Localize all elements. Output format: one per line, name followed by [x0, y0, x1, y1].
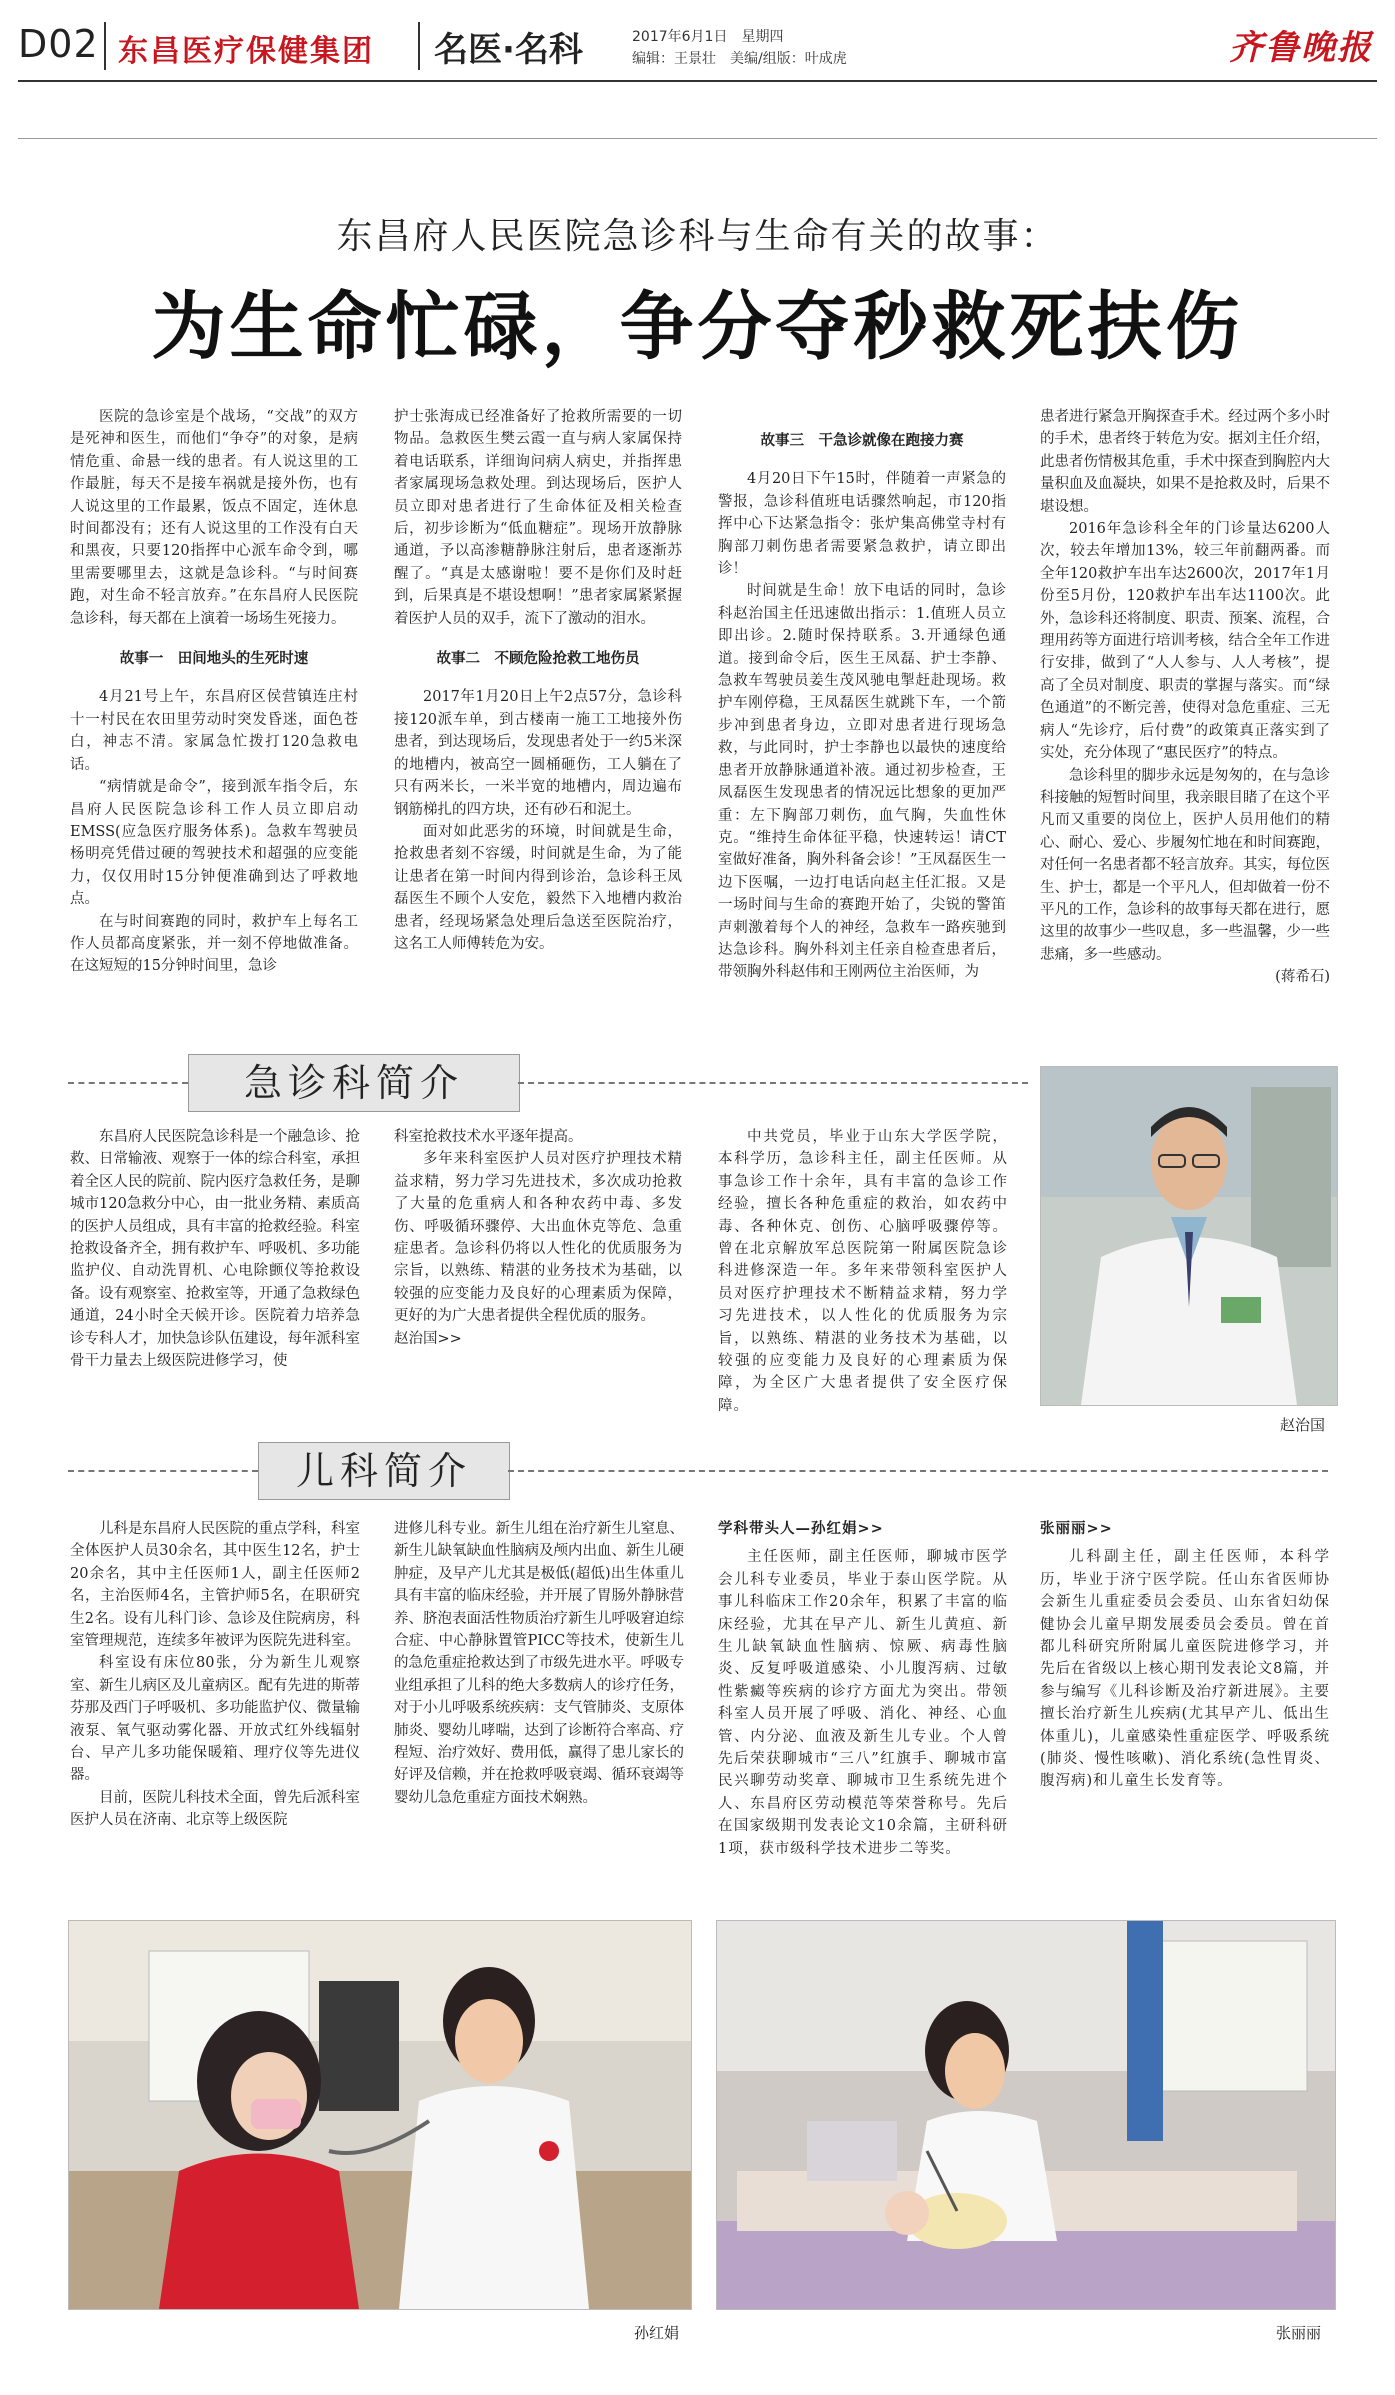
emergency-intro-column-2 — [394, 1126, 682, 1350]
pediatrician-1-caption: 孙红娟 — [634, 2324, 680, 2342]
article-paragraph: 在与时间赛跑的同时，救护车上每名工作人员都高度紧张，并一刻不停地做准备。在这短短的15分钟时间里，急诊 — [70, 913, 358, 975]
article-paragraph: 急诊科里的脚步永远是匆匆的，在与急诊科接触的短暂时间里，我亲眼目睹了在这个平凡而又重要的岗位上，医护人员用他们的精心、耐心、爱心、步履匆忙地在和时间赛跑，对任何一名患者都不轻言放弃。其实，每位医生、护士，都是一个平凡人，但却做着一份不平凡的工作，急诊科的故事每天都在进行，愿这里的故事少一些叹息，多一些温馨，少一些悲痛，多一些感动。 — [1040, 767, 1330, 963]
pediatrics-column-3 — [718, 1518, 1008, 1860]
emergency-intro-column-3 — [718, 1126, 1008, 1417]
leader-1-bio: 主任医师，副主任医师，聊城市医学会儿科专业委员，毕业于泰山医学院。从事儿科临床工作20余年，积累了丰富的临床经验，尤其在早产儿、新生儿黄疸、新生儿缺氧缺血性脑病、惊厥、病毒性脑炎、反复呼吸道感染、小儿腹泻病、过敏性紫癜等疾病的诊疗方面尤为突出。带领科室人员开展了呼吸、消化、神经、心血管、内分泌、血液及新生儿专业。个人曾先后荣获聊城市“三八”红旗手、聊城市富民兴聊劳动奖章、聊城市卫生系统先进个人、东昌府区劳动模范等荣誉称号。先后在国家级期刊发表论文10余篇，主研科研1项，获市级科学技术进步二等奖。 — [718, 1549, 1008, 1857]
article-paragraph: 医院的急诊室是个战场，“交战”的双方是死神和医生，而他们“争夺”的对象，是病情危重、命悬一线的患者。有人说这里的工作最脏，每天不是接车祸就是接外伤，也有人说这里的工作最累，饭点不固定，连休息时间都没有；还有人说这里的工作没有白天和黑夜，只要120指挥中心派车命令到，哪里需要哪里去，这就是急诊科。“与时间赛跑，对生命不轻言放弃。”在东昌府人民医院急诊科，每天都在上演着一场场生死接力。 — [70, 409, 358, 627]
article-column-2 — [394, 406, 682, 955]
article-headline: 为生命忙碌，争分夺秒救死扶伤 — [151, 284, 1244, 370]
banner-rule — [518, 1082, 1028, 1084]
story-2-title: 故事二 不顾危险抢救工地伤员 — [436, 651, 640, 668]
pediatrics-column-4 — [1040, 1518, 1330, 1793]
article-column-3 — [718, 406, 1006, 984]
header-divider — [418, 22, 420, 70]
pediatrics-column-1 — [70, 1518, 360, 1832]
newspaper-logo: 齐鲁晚报 — [1229, 28, 1373, 68]
intro-paragraph: 科室抢救技术水平逐年提高。 — [394, 1129, 583, 1145]
article-paragraph: 时间就是生命！放下电话的同时，急诊科赵治国主任迅速做出指示：1.值班人员立即出诊。2.随时保持联系。3.开通绿色通道。接到命令后，医生王凤磊、护士李静、急救车驾驶员姜生茂风驰电掣赶赴现场。救护车刚停稳，王凤磊医生就跳下车，一个箭步冲到患者身边，立即对患者进行现场急救，与此同时，护士李静也以最快的速度给患者开放静脉通道补液。通过初步检查，王凤磊医生发现患者的情况远比想象的更加严重：左下胸部刀刺伤，血气胸，失血性休克。“维持生命体征平稳，快速转运！请CT室做好准备，胸外科备会诊！”王凤磊医生一边下医嘱，一边打电话向赵主任汇报。又是一场时间与生命的赛跑开始了，尖锐的警笛声刺激着每个人的神经，急救车一路疾驰到达急诊科。胸外科刘主任亲自检查患者后，带领胸外科赵伟和王刚两位主治医师，为 — [718, 583, 1006, 981]
doctor-examining-child-image — [69, 1921, 691, 2309]
emergency-intro-banner: 急诊科简介 — [188, 1054, 520, 1112]
pediatrics-paragraph: 儿科是东昌府人民医院的重点学科，科室全体医护人员30余名，其中医生12名，护士20余名，其中主任医师1人，副主任医师2名，主治医师4名，主管护师5名，在职研究生2名。设有儿科门诊、急诊及住院病房，科室管理规范，连续多年被评为医院先进科室。 — [70, 1521, 360, 1650]
leader-2-bio: 儿科副主任，副主任医师，本科学历，毕业于济宁医学院。任山东省医师协会新生儿重症委员会委员、山东省妇幼保健协会儿童早期发展委员会委员。曾在首都儿科研究所附属儿童医院进修学习，并先后在省级以上核心期刊发表论文8篇，并参与编写《儿科诊断及治疗新进展》。主要擅长治疗新生儿疾病(尤其早产儿、低出生体重儿)，儿童感染性重症医学、呼吸系统(肺炎、慢性咳嗽)、消化系统(急性胃炎、腹泻病)和儿童生长发育等。 — [1040, 1549, 1330, 1790]
intro-paragraph: 东昌府人民医院急诊科是一个融急诊、抢救、日常输液、观察于一体的综合科室，承担着全区人民的院前、院内医疗急救任务，是聊城市120急救分中心，由一批业务精、素质高的医护人员组成，具有丰富的抢救经验。科室抢救设备齐全，拥有救护车、呼吸机、多功能监护仪、自动洗胃机、心电除颤仪等抢救设备。设有观察室、抢救室等，开通了急救绿色通道，24小时全天候开诊。医院着力培养急诊专科人才，加快急诊队伍建设，每年派科室骨干力量去上级医院进修学习，使 — [70, 1129, 360, 1370]
director-photo — [1040, 1066, 1338, 1406]
article-paragraph: 2017年1月20日上午2点57分，急诊科接120派车单，到古楼南一施工工地接外伤患者，到达现场后，发现患者处于一约5米深的地槽内，被高空一圆桶砸伤，工人躺在了只有两米长，一米半宽的地槽内，周边遍布钢筋梯扎的四方块，还有砂石和泥土。 — [394, 689, 682, 818]
header-divider — [104, 22, 106, 70]
article-paragraph: 护士张海成已经准备好了抢救所需要的一切物品。急救医生樊云霞一直与病人家属保持着电话联系，详细询问病人病史，并指挥患者家属现场急救处理。到达现场后，医护人员立即对患者进行了生命体征及相关检查后，初步诊断为“低血糖症”。现场开放静脉通道，予以高渗糖静脉注射后，患者逐渐苏醒了。“真是太感谢啦！要不是你们及时赶到，后果真是不堪设想啊！”患者家属紧紧握着医护人员的双手，流下了激动的泪水。 — [394, 409, 682, 627]
article-paragraph: “病情就是命令”，接到派车指令后，东昌府人民医院急诊科工作人员立即启动EMSS(应急医疗服务体系)。急救车驾驶员杨明亮凭借过硬的驾驶技术和超强的应变能力，仅仅用时15分钟便准确到达了呼救地点。 — [70, 779, 358, 908]
article-subtitle: 东昌府人民医院急诊科与生命有关的故事： — [336, 216, 1059, 257]
pediatrics-paragraph: 目前，医院儿科技术全面，曾先后派科室医护人员在济南、北京等上级医院 — [70, 1789, 360, 1829]
pediatrics-intro-banner: 儿科简介 — [258, 1442, 510, 1500]
intro-paragraph: 多年来科室医护人员对医疗护理技术精益求精，努力学习先进技术，多次成功抢救了大量的危重病人和各种农药中毒、多发伤、呼吸循环骤停、大出血休克等危、急重症患者。急诊科仍将以人性化的优质服务为宗旨，以熟练、精湛的业务技术为基础，以较强的应变能力及良好的心理素质为保障，更好的为广大患者提供全程优质的服务。 — [394, 1151, 682, 1325]
header-rule — [18, 80, 1377, 82]
director-label: 赵治国>> — [394, 1330, 462, 1347]
article-column-1 — [70, 406, 358, 978]
story-1-title: 故事一 田间地头的生死时速 — [119, 651, 309, 668]
leader-1-title: 学科带头人—孙红娟>> — [718, 1521, 884, 1537]
article-byline: (蒋希石) — [1275, 969, 1330, 986]
pediatrics-paragraph: 科室设有床位80张，分为新生儿观察室、新生儿病区及儿童病区。配有先进的斯蒂芬那及西门子呼吸机、多功能监护仪、微量输液泵、氧气驱动雾化器、开放式红外线辐射台、早产儿多功能保暖箱、理疗仪等先进仪器。 — [70, 1655, 360, 1784]
editor-credits: 编辑：王景壮 美编/组版：叶成虎 — [632, 51, 847, 67]
article-paragraph: 2016年急诊科全年的门诊量达6200人次，较去年增加13%，较三年前翻两番。而全年120救护车出车达2600次，2017年1月份至5月份，120救护车出车达1100次。此外，急诊科还将制度、职责、预案、流程，合理用药等方面进行培训考核，结合全年工作进行安排，做到了“人人参与、人人考核”，提高了全员对制度、职责的掌握与落实。而“绿色通道”的不断完善，使得对急危重症、三无病人“先诊疗，后付费”的政策真正落实到了实处，充分体现了“惠民医疗”的特点。 — [1040, 521, 1330, 762]
issue-date: 2017年6月1日 星期四 — [632, 29, 784, 45]
article-column-4 — [1040, 406, 1330, 989]
pediatrician-2-photo — [716, 1920, 1336, 2310]
doctor-examining-infant-image — [717, 1921, 1335, 2309]
banner-rule — [68, 1470, 258, 1472]
pediatrician-1-photo — [68, 1920, 692, 2310]
doctor-portrait-image — [1041, 1067, 1337, 1405]
director-photo-caption: 赵治国 — [1280, 1416, 1326, 1434]
article-paragraph: 4月20日下午15时，伴随着一声紧急的警报，急诊科值班电话骤然响起，市120指挥中心下达紧急指令：张炉集高佛堂寺村有胸部刀刺伤患者需要紧急救护，请立即出诊！ — [718, 471, 1006, 578]
group-name: 东昌医疗保健集团 — [118, 34, 374, 69]
director-bio: 中共党员，毕业于山东大学医学院，本科学历，急诊科主任，副主任医师。从事急诊工作十余年，具有丰富的急诊工作经验，擅长各种危重症的救治，如农药中毒、各种休克、创伤、心脑呼吸骤停等。曾在北京解放军总医院第一附属医院急诊科进修深造一年。多年来带领科室医护人员对医疗护理技术不断精益求精，努力学习先进技术，以人性化的优质服务为宗旨，以熟练、精湛的业务技术为基础，以较强的应变能力及良好的心理素质为保障，为全区广大患者提供了安全医疗保障。 — [718, 1129, 1008, 1414]
page-number: D02 — [18, 22, 99, 66]
leader-2-title: 张丽丽>> — [1040, 1521, 1113, 1537]
pediatrics-paragraph: 进修儿科专业。新生儿组在治疗新生儿窒息、新生儿缺氧缺血性脑病及颅内出血、新生儿硬肿症，及早产儿尤其是极低(超低)出生体重儿具有丰富的临床经验，并开展了胃肠外静脉营养、脐泡表面活性物质治疗新生儿呼吸窘迫综合症、中心静脉置管PICC等技术，使新生儿的急危重症抢救达到了市级先进水平。呼吸专业组承担了儿科的绝大多数病人的诊疗任务，对于小儿呼吸系统疾病：支气管肺炎、支原体肺炎、婴幼儿哮喘，达到了诊断符合率高、疗程短、治疗效好、费用低，赢得了患儿家长的好评及信赖，并在抢救呼吸衰竭、循环衰竭等婴幼儿急危重症方面技术娴熟。 — [394, 1521, 684, 1806]
emergency-intro-column-1 — [70, 1126, 360, 1372]
header-rule-secondary — [18, 138, 1377, 139]
article-paragraph: 患者进行紧急开胸探查手术。经过两个多小时的手术，患者终于转危为安。据刘主任介绍，此患者伤情极其危重，手术中探查到胸腔内大量积血及血凝块，如果不是抢救及时，后果不堪设想。 — [1040, 409, 1330, 515]
pediatrician-2-caption: 张丽丽 — [1276, 2324, 1322, 2342]
section-title: 名医·名科 — [434, 30, 583, 70]
story-3-title: 故事三 干急诊就像在跑接力赛 — [760, 433, 964, 449]
pediatrics-column-2 — [394, 1518, 684, 1809]
banner-rule — [508, 1470, 1328, 1472]
banner-rule — [68, 1082, 188, 1084]
article-paragraph: 面对如此恶劣的环境，时间就是生命，抢救患者刻不容缓，时间就是生命，为了能让患者在第一时间内得到诊治，急诊科王凤磊医生不顾个人安危，毅然下入地槽内救治患者，经现场紧急处理后急送至医院治疗，这名工人师傅转危为安。 — [394, 823, 682, 952]
article-paragraph: 4月21号上午，东昌府区侯营镇连庄村十一村民在农田里劳动时突发昏迷，面色苍白，神志不清。家属急忙拨打120急救电话。 — [70, 689, 358, 773]
